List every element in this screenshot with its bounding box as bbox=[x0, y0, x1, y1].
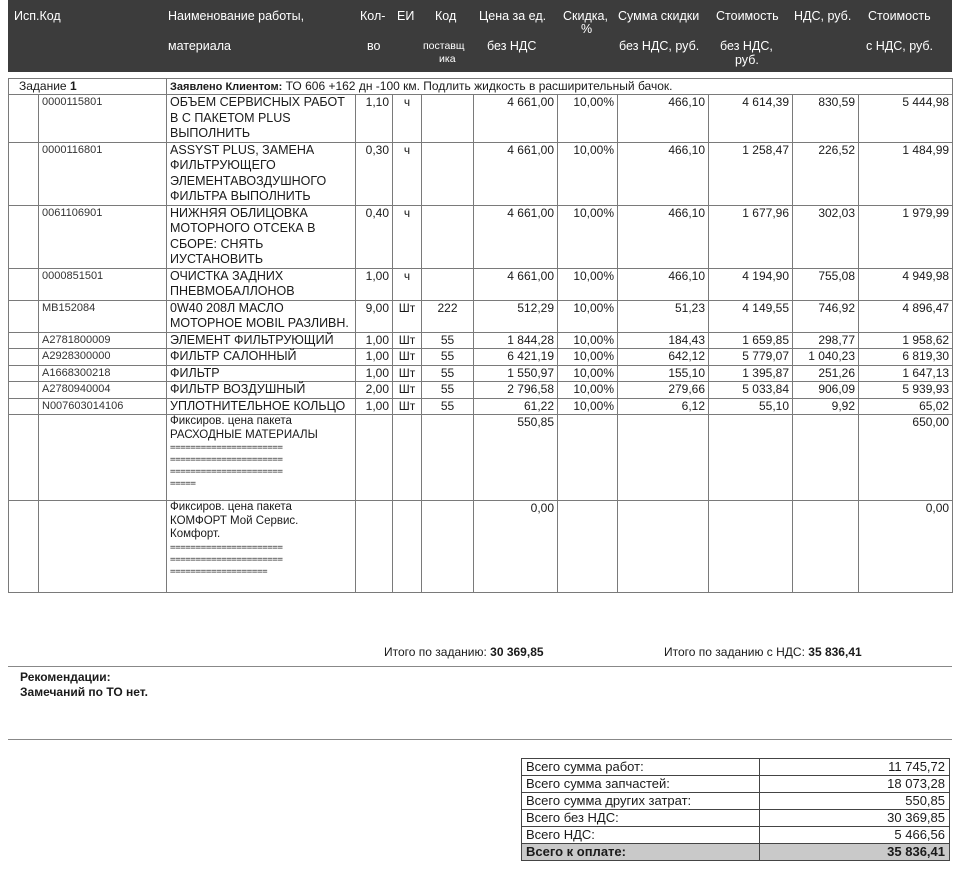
item-qty: 2,00 bbox=[356, 382, 393, 399]
item-total: 6 819,30 bbox=[859, 349, 953, 366]
item-price: 1 844,28 bbox=[474, 332, 558, 349]
item-empty-cell bbox=[9, 349, 39, 366]
package-empty-cell bbox=[393, 501, 422, 593]
package-empty-cell bbox=[422, 501, 474, 593]
item-discount: 10,00% bbox=[558, 268, 618, 300]
item-name: ОЧИСТКА ЗАДНИХ ПНЕВМОБАЛЛОНОВ bbox=[167, 268, 356, 300]
item-price: 4 661,00 bbox=[474, 268, 558, 300]
summary-value: 18 073,28 bbox=[760, 776, 950, 793]
package-empty-cell bbox=[618, 415, 709, 501]
recommendations-title: Рекомендации: bbox=[20, 670, 111, 684]
package-separator: ====================== bbox=[170, 554, 283, 565]
summary-final-label: Всего к оплате: bbox=[522, 844, 760, 861]
item-code: 0000851501 bbox=[39, 268, 167, 300]
item-total: 1 958,62 bbox=[859, 332, 953, 349]
table-row bbox=[9, 300, 953, 332]
item-total: 1 484,99 bbox=[859, 142, 953, 205]
item-name: 0W40 208Л МАСЛО МОТОРНОЕ MOBIL РАЗЛИВН. bbox=[167, 300, 356, 332]
package-line1: Фиксиров. цена пакета bbox=[170, 415, 292, 427]
item-vat: 298,77 bbox=[793, 332, 859, 349]
item-supplier bbox=[422, 142, 474, 205]
item-qty: 1,00 bbox=[356, 398, 393, 415]
item-cost: 5 779,07 bbox=[709, 349, 793, 366]
item-discount: 10,00% bbox=[558, 398, 618, 415]
task-total-vat-label: Итого по заданию с НДС: bbox=[664, 645, 805, 659]
item-price: 4 661,00 bbox=[474, 205, 558, 268]
summary-row bbox=[522, 810, 950, 827]
item-unit: ч bbox=[393, 142, 422, 205]
item-qty: 9,00 bbox=[356, 300, 393, 332]
item-cost: 1 677,96 bbox=[709, 205, 793, 268]
divider bbox=[8, 739, 952, 740]
item-unit: ч bbox=[393, 205, 422, 268]
header-price-2: без НДС bbox=[487, 39, 537, 53]
item-discount-sum: 466,10 bbox=[618, 205, 709, 268]
item-name: УПЛОТНИТЕЛЬНОЕ КОЛЬЦО bbox=[167, 398, 356, 415]
task-label: Задание bbox=[19, 79, 67, 93]
package-price: 550,85 bbox=[474, 415, 558, 501]
task-row bbox=[9, 79, 953, 95]
item-price: 61,22 bbox=[474, 398, 558, 415]
item-discount: 10,00% bbox=[558, 349, 618, 366]
item-supplier: 222 bbox=[422, 300, 474, 332]
item-code: 0000116801 bbox=[39, 142, 167, 205]
package-separator: =================== bbox=[170, 566, 268, 577]
package-line3: Комфорт. bbox=[170, 528, 221, 540]
table-row bbox=[9, 332, 953, 349]
item-name: ФИЛЬТР ВОЗДУШНЫЙ bbox=[167, 382, 356, 399]
item-code: 0000115801 bbox=[39, 95, 167, 143]
package-empty-cell bbox=[39, 415, 167, 501]
header-cost-1: Стоимость bbox=[716, 9, 779, 23]
item-price: 1 550,97 bbox=[474, 365, 558, 382]
package-empty-cell bbox=[793, 501, 859, 593]
package-empty-cell bbox=[9, 501, 39, 593]
divider bbox=[8, 666, 952, 667]
item-qty: 1,00 bbox=[356, 365, 393, 382]
work-items-table bbox=[8, 78, 953, 593]
item-vat: 906,09 bbox=[793, 382, 859, 399]
item-empty-cell bbox=[9, 300, 39, 332]
item-unit: Шт bbox=[393, 365, 422, 382]
item-price: 4 661,00 bbox=[474, 95, 558, 143]
item-empty-cell bbox=[9, 365, 39, 382]
item-name: ФИЛЬТР bbox=[167, 365, 356, 382]
item-cost: 5 033,84 bbox=[709, 382, 793, 399]
table-row bbox=[9, 205, 953, 268]
item-unit: Шт bbox=[393, 398, 422, 415]
task-claimed-label: Заявлено Клиентом: bbox=[170, 81, 283, 93]
header-discsum-1: Сумма скидки bbox=[618, 9, 700, 23]
item-cost: 1 659,85 bbox=[709, 332, 793, 349]
item-cost: 4 149,55 bbox=[709, 300, 793, 332]
header-name-1: Наименование работы, bbox=[168, 9, 305, 23]
package-empty-cell bbox=[618, 501, 709, 593]
item-code: 0061106901 bbox=[39, 205, 167, 268]
package-separator: ====================== bbox=[170, 455, 283, 465]
item-empty-cell bbox=[9, 205, 39, 268]
header-price-1: Цена за ед. bbox=[479, 9, 547, 23]
item-vat: 1 040,23 bbox=[793, 349, 859, 366]
item-total: 65,02 bbox=[859, 398, 953, 415]
package-total: 0,00 bbox=[859, 501, 953, 593]
item-supplier: 55 bbox=[422, 398, 474, 415]
summary-table bbox=[521, 758, 950, 861]
item-total: 1 979,99 bbox=[859, 205, 953, 268]
package-empty-cell bbox=[558, 501, 618, 593]
package-separator: ====================== bbox=[170, 542, 283, 553]
item-discount-sum: 184,43 bbox=[618, 332, 709, 349]
summary-row bbox=[522, 776, 950, 793]
header-vat: НДС, руб. bbox=[794, 9, 852, 23]
item-discount-sum: 466,10 bbox=[618, 95, 709, 143]
item-price: 2 796,58 bbox=[474, 382, 558, 399]
item-discount-sum: 51,23 bbox=[618, 300, 709, 332]
summary-final-row bbox=[522, 844, 950, 861]
task-total bbox=[384, 645, 544, 659]
item-unit: Шт bbox=[393, 349, 422, 366]
item-total: 4 896,47 bbox=[859, 300, 953, 332]
task-number: 1 bbox=[69, 79, 77, 93]
item-code: A2781800009 bbox=[39, 332, 167, 349]
package-description bbox=[167, 501, 356, 593]
header-supplier-1: Код bbox=[435, 9, 457, 23]
task-claimed-cell bbox=[167, 79, 953, 95]
item-empty-cell bbox=[9, 382, 39, 399]
header-code: Исп.Код bbox=[14, 9, 61, 23]
item-qty: 1,00 bbox=[356, 332, 393, 349]
item-vat: 302,03 bbox=[793, 205, 859, 268]
summary-label: Всего сумма запчастей: bbox=[522, 776, 760, 793]
summary-label: Всего НДС: bbox=[522, 827, 760, 844]
header-discount-2: % bbox=[581, 22, 593, 36]
item-name: ASSYST PLUS, ЗАМЕНА ФИЛЬТРУЮЩЕГО ЭЛЕМЕНТАВОЗДУШНОГО ФИЛЬТРА ВЫПОЛНИТЬ bbox=[167, 142, 356, 205]
item-name: НИЖНЯЯ ОБЛИЦОВКА МОТОРНОГО ОТСЕКА В СБОРЕ: СНЯТЬ ИУСТАНОВИТЬ bbox=[167, 205, 356, 268]
item-vat: 251,26 bbox=[793, 365, 859, 382]
table-row bbox=[9, 95, 953, 143]
header-name-2: материала bbox=[168, 39, 231, 53]
item-unit: Шт bbox=[393, 332, 422, 349]
item-unit: ч bbox=[393, 268, 422, 300]
item-supplier: 55 bbox=[422, 382, 474, 399]
task-total-vat bbox=[664, 645, 862, 659]
header-total-1: Стоимость bbox=[868, 9, 931, 23]
package-empty-cell bbox=[39, 501, 167, 593]
header-qty-1: Кол- bbox=[360, 9, 386, 23]
item-vat: 755,08 bbox=[793, 268, 859, 300]
recommendations bbox=[20, 670, 148, 700]
header-discsum-2: без НДС, руб. bbox=[619, 39, 700, 53]
item-cost: 1 395,87 bbox=[709, 365, 793, 382]
package-line2: РАСХОДНЫЕ МАТЕРИАЛЫ bbox=[170, 428, 318, 441]
item-total: 4 949,98 bbox=[859, 268, 953, 300]
package-row bbox=[9, 501, 953, 593]
item-vat: 830,59 bbox=[793, 95, 859, 143]
header-supplier-2: поставщ bbox=[423, 40, 465, 52]
item-qty: 1,00 bbox=[356, 349, 393, 366]
task-claimed-text: ТО 606 +162 дн -100 км. Подлить жидкость в расширительный бачок. bbox=[285, 79, 673, 93]
item-price: 6 421,19 bbox=[474, 349, 558, 366]
item-price: 512,29 bbox=[474, 300, 558, 332]
item-discount: 10,00% bbox=[558, 300, 618, 332]
item-total: 5 939,93 bbox=[859, 382, 953, 399]
item-qty: 1,10 bbox=[356, 95, 393, 143]
item-discount-sum: 155,10 bbox=[618, 365, 709, 382]
task-total-label: Итого по заданию: bbox=[384, 645, 487, 659]
item-total: 5 444,98 bbox=[859, 95, 953, 143]
item-code: A1668300218 bbox=[39, 365, 167, 382]
item-vat: 226,52 bbox=[793, 142, 859, 205]
item-cost: 4 614,39 bbox=[709, 95, 793, 143]
item-vat: 746,92 bbox=[793, 300, 859, 332]
summary-label: Всего сумма работ: bbox=[522, 759, 760, 776]
package-description bbox=[167, 415, 356, 501]
item-discount: 10,00% bbox=[558, 382, 618, 399]
recommendations-text: Замечаний по ТО нет. bbox=[20, 685, 148, 699]
item-unit: Шт bbox=[393, 382, 422, 399]
item-unit: ч bbox=[393, 95, 422, 143]
item-qty: 0,40 bbox=[356, 205, 393, 268]
item-qty: 0,30 bbox=[356, 142, 393, 205]
task-total-vat-value: 35 836,41 bbox=[808, 645, 862, 659]
item-empty-cell bbox=[9, 142, 39, 205]
summary-value: 30 369,85 bbox=[760, 810, 950, 827]
package-total: 650,00 bbox=[859, 415, 953, 501]
item-cost: 55,10 bbox=[709, 398, 793, 415]
package-line2: КОМФОРТ Мой Сервис. bbox=[170, 514, 299, 527]
item-discount: 10,00% bbox=[558, 142, 618, 205]
item-unit: Шт bbox=[393, 300, 422, 332]
summary-value: 11 745,72 bbox=[760, 759, 950, 776]
package-empty-cell bbox=[393, 415, 422, 501]
header-discount-1: Скидка, bbox=[563, 9, 608, 23]
item-discount-sum: 6,12 bbox=[618, 398, 709, 415]
item-empty-cell bbox=[9, 268, 39, 300]
item-discount: 10,00% bbox=[558, 365, 618, 382]
item-name: ЭЛЕМЕНТ ФИЛЬТРУЮЩИЙ bbox=[167, 332, 356, 349]
table-row bbox=[9, 349, 953, 366]
header-unit: ЕИ bbox=[397, 9, 415, 23]
summary-label: Всего сумма других затрат: bbox=[522, 793, 760, 810]
package-empty-cell bbox=[356, 501, 393, 593]
package-separator: ====================== bbox=[170, 467, 283, 477]
table-header bbox=[8, 0, 952, 72]
item-discount: 10,00% bbox=[558, 95, 618, 143]
summary-value: 5 466,56 bbox=[760, 827, 950, 844]
header-cost-3: руб. bbox=[735, 53, 759, 67]
item-name: ОБЪЕМ СЕРВИСНЫХ РАБОТ В С ПАКЕТОМ PLUS ВЫПОЛНИТЬ bbox=[167, 95, 356, 143]
item-supplier bbox=[422, 95, 474, 143]
item-name: ФИЛЬТР САЛОННЫЙ bbox=[167, 349, 356, 366]
package-price: 0,00 bbox=[474, 501, 558, 593]
package-empty-cell bbox=[793, 415, 859, 501]
package-separator: ====================== bbox=[170, 443, 283, 453]
table-row bbox=[9, 268, 953, 300]
item-supplier bbox=[422, 268, 474, 300]
table-row bbox=[9, 398, 953, 415]
item-code: A2780940004 bbox=[39, 382, 167, 399]
item-discount: 10,00% bbox=[558, 205, 618, 268]
item-qty: 1,00 bbox=[356, 268, 393, 300]
package-line1: Фиксиров. цена пакета bbox=[170, 501, 292, 513]
item-cost: 1 258,47 bbox=[709, 142, 793, 205]
package-empty-cell bbox=[9, 415, 39, 501]
item-code: A2928300000 bbox=[39, 349, 167, 366]
item-supplier bbox=[422, 205, 474, 268]
table-row bbox=[9, 365, 953, 382]
summary-row bbox=[522, 793, 950, 810]
item-empty-cell bbox=[9, 398, 39, 415]
item-supplier: 55 bbox=[422, 332, 474, 349]
item-total: 1 647,13 bbox=[859, 365, 953, 382]
item-code: N007603014106 bbox=[39, 398, 167, 415]
package-empty-cell bbox=[709, 501, 793, 593]
summary-row bbox=[522, 827, 950, 844]
item-discount-sum: 466,10 bbox=[618, 142, 709, 205]
summary-row bbox=[522, 759, 950, 776]
package-empty-cell bbox=[709, 415, 793, 501]
table-row bbox=[9, 382, 953, 399]
item-discount: 10,00% bbox=[558, 332, 618, 349]
header-supplier-3: ика bbox=[439, 53, 456, 65]
item-code: MB152084 bbox=[39, 300, 167, 332]
package-row bbox=[9, 415, 953, 501]
task-label-cell bbox=[9, 79, 167, 95]
summary-final-value: 35 836,41 bbox=[760, 844, 950, 861]
item-vat: 9,92 bbox=[793, 398, 859, 415]
item-discount-sum: 466,10 bbox=[618, 268, 709, 300]
item-empty-cell bbox=[9, 95, 39, 143]
item-price: 4 661,00 bbox=[474, 142, 558, 205]
item-empty-cell bbox=[9, 332, 39, 349]
table-row bbox=[9, 142, 953, 205]
item-supplier: 55 bbox=[422, 365, 474, 382]
summary-label: Всего без НДС: bbox=[522, 810, 760, 827]
item-discount-sum: 279,66 bbox=[618, 382, 709, 399]
package-empty-cell bbox=[558, 415, 618, 501]
item-cost: 4 194,90 bbox=[709, 268, 793, 300]
item-discount-sum: 642,12 bbox=[618, 349, 709, 366]
header-total-2: с НДС, руб. bbox=[866, 39, 934, 53]
task-total-value: 30 369,85 bbox=[490, 645, 544, 659]
header-cost-2: без НДС, bbox=[720, 39, 773, 53]
package-empty-cell bbox=[356, 415, 393, 501]
header-qty-2: во bbox=[367, 39, 381, 53]
package-empty-cell bbox=[422, 415, 474, 501]
item-supplier: 55 bbox=[422, 349, 474, 366]
package-separator: ===== bbox=[170, 479, 196, 489]
summary-value: 550,85 bbox=[760, 793, 950, 810]
